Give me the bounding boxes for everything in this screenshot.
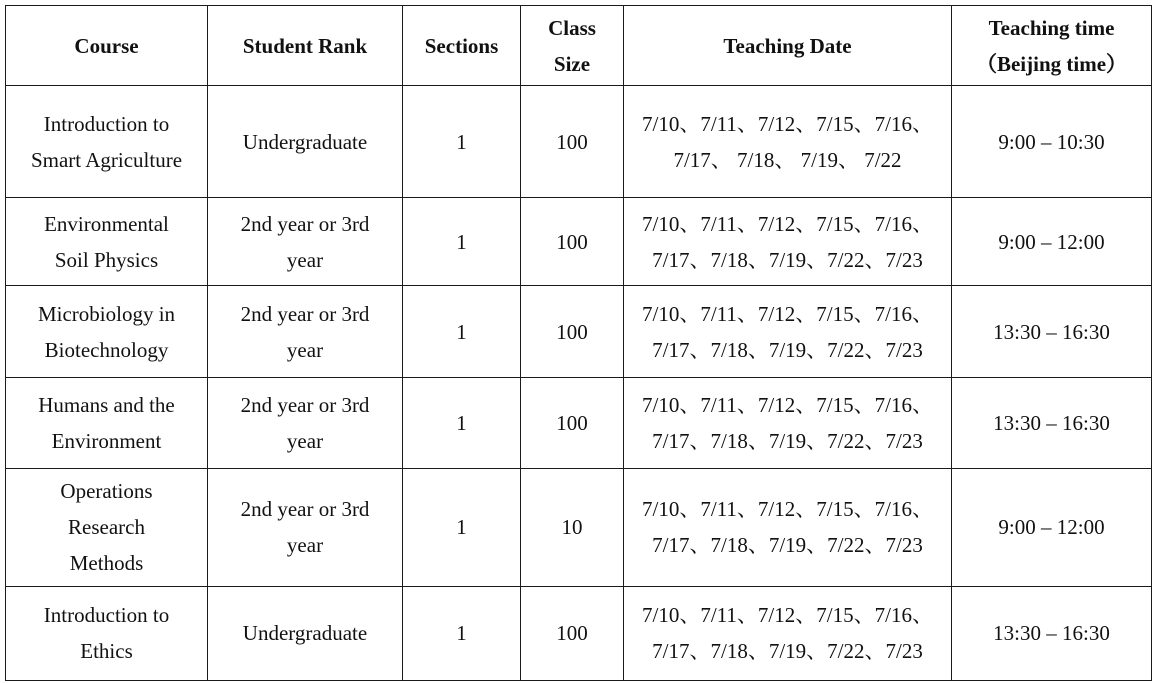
sections-cell: 1 xyxy=(403,586,521,680)
course-cell xyxy=(6,198,208,286)
student-rank-cell xyxy=(208,198,403,286)
teaching-date-line2: 7/17、7/18、7/19、7/22、7/23 xyxy=(652,247,923,272)
teaching-date-line1: 7/10、7/11、7/12、7/15、7/16、 xyxy=(642,211,933,236)
teaching-time-cell: 9:00 – 12:00 xyxy=(952,468,1152,586)
teaching-time-cell: 13:30 – 16:30 xyxy=(952,378,1152,468)
class-size-cell: 10 xyxy=(521,468,624,586)
teaching-date-cell xyxy=(624,468,952,586)
course-cell xyxy=(6,586,208,680)
class-size-cell: 100 xyxy=(521,586,624,680)
header-teaching-time-line2: （Beijing time） xyxy=(975,51,1128,76)
course-cell xyxy=(6,468,208,586)
teaching-time-cell: 13:30 – 16:30 xyxy=(952,586,1152,680)
teaching-date-line1: 7/10、7/11、7/12、7/15、7/16、 xyxy=(642,301,933,326)
student-rank-text: 2nd year or 3rd year xyxy=(240,393,370,454)
teaching-date-line2: 7/17、7/18、7/19、7/22、7/23 xyxy=(652,533,923,558)
course-cell xyxy=(6,286,208,378)
table-row xyxy=(6,86,1152,198)
teaching-date-line1: 7/10、7/11、7/12、7/15、7/16、 xyxy=(642,497,933,522)
course-schedule-table xyxy=(5,5,1152,681)
course-name: Introduction to Ethics xyxy=(43,603,170,664)
student-rank-cell: Undergraduate xyxy=(208,86,403,198)
student-rank-cell xyxy=(208,286,403,378)
student-rank-text: 2nd year or 3rd year xyxy=(240,301,370,362)
header-student-rank: Student Rank xyxy=(208,6,403,86)
student-rank-cell xyxy=(208,378,403,468)
class-size-cell: 100 xyxy=(521,378,624,468)
header-teaching-time-line1: Teaching time xyxy=(988,15,1115,40)
teaching-date-cell xyxy=(624,286,952,378)
class-size-cell: 100 xyxy=(521,286,624,378)
teaching-time-cell: 13:30 – 16:30 xyxy=(952,286,1152,378)
table-row xyxy=(6,468,1152,586)
header-class-size xyxy=(521,6,624,86)
sections-cell: 1 xyxy=(403,378,521,468)
student-rank-text: 2nd year or 3rd year xyxy=(240,497,370,558)
teaching-date-cell xyxy=(624,86,952,198)
sections-cell: 1 xyxy=(403,468,521,586)
teaching-date-line2: 7/17、7/18、7/19、7/22、7/23 xyxy=(652,639,923,664)
teaching-time-cell: 9:00 – 12:00 xyxy=(952,198,1152,286)
teaching-date-line1: 7/10、7/11、7/12、7/15、7/16、 xyxy=(642,111,933,136)
header-teaching-time xyxy=(952,6,1152,86)
teaching-date-cell xyxy=(624,586,952,680)
teaching-date-line2: 7/17、7/18、7/19、7/22、7/23 xyxy=(652,429,923,454)
sections-cell: 1 xyxy=(403,86,521,198)
teaching-time-cell: 9:00 – 10:30 xyxy=(952,86,1152,198)
course-cell xyxy=(6,378,208,468)
course-name: Microbiology in Biotechnology xyxy=(37,301,176,362)
teaching-date-cell xyxy=(624,378,952,468)
teaching-date-cell xyxy=(624,198,952,286)
class-size-cell: 100 xyxy=(521,198,624,286)
header-class-size-text: Class Size xyxy=(548,15,596,76)
teaching-date-line1: 7/10、7/11、7/12、7/15、7/16、 xyxy=(642,393,933,418)
student-rank-cell xyxy=(208,468,403,586)
teaching-date-line2: 7/17、7/18、7/19、7/22、7/23 xyxy=(652,337,923,362)
teaching-date-line2: 7/17、 7/18、 7/19、 7/22 xyxy=(673,147,902,172)
header-row xyxy=(6,6,1152,86)
class-size-cell: 100 xyxy=(521,86,624,198)
student-rank-cell: Undergraduate xyxy=(208,586,403,680)
table-row xyxy=(6,286,1152,378)
sections-cell: 1 xyxy=(403,198,521,286)
table-row xyxy=(6,198,1152,286)
header-course: Course xyxy=(6,6,208,86)
course-name: Introduction to Smart Agriculture xyxy=(30,111,183,172)
course-name: Environmental Soil Physics xyxy=(44,211,169,272)
course-name: Operations Research Methods xyxy=(60,479,153,576)
course-name: Humans and the Environment xyxy=(38,393,175,454)
sections-cell: 1 xyxy=(403,286,521,378)
table-row xyxy=(6,586,1152,680)
table-row xyxy=(6,378,1152,468)
header-teaching-date: Teaching Date xyxy=(624,6,952,86)
header-sections: Sections xyxy=(403,6,521,86)
course-cell xyxy=(6,86,208,198)
student-rank-text: 2nd year or 3rd year xyxy=(240,211,370,272)
teaching-date-line1: 7/10、7/11、7/12、7/15、7/16、 xyxy=(642,603,933,628)
